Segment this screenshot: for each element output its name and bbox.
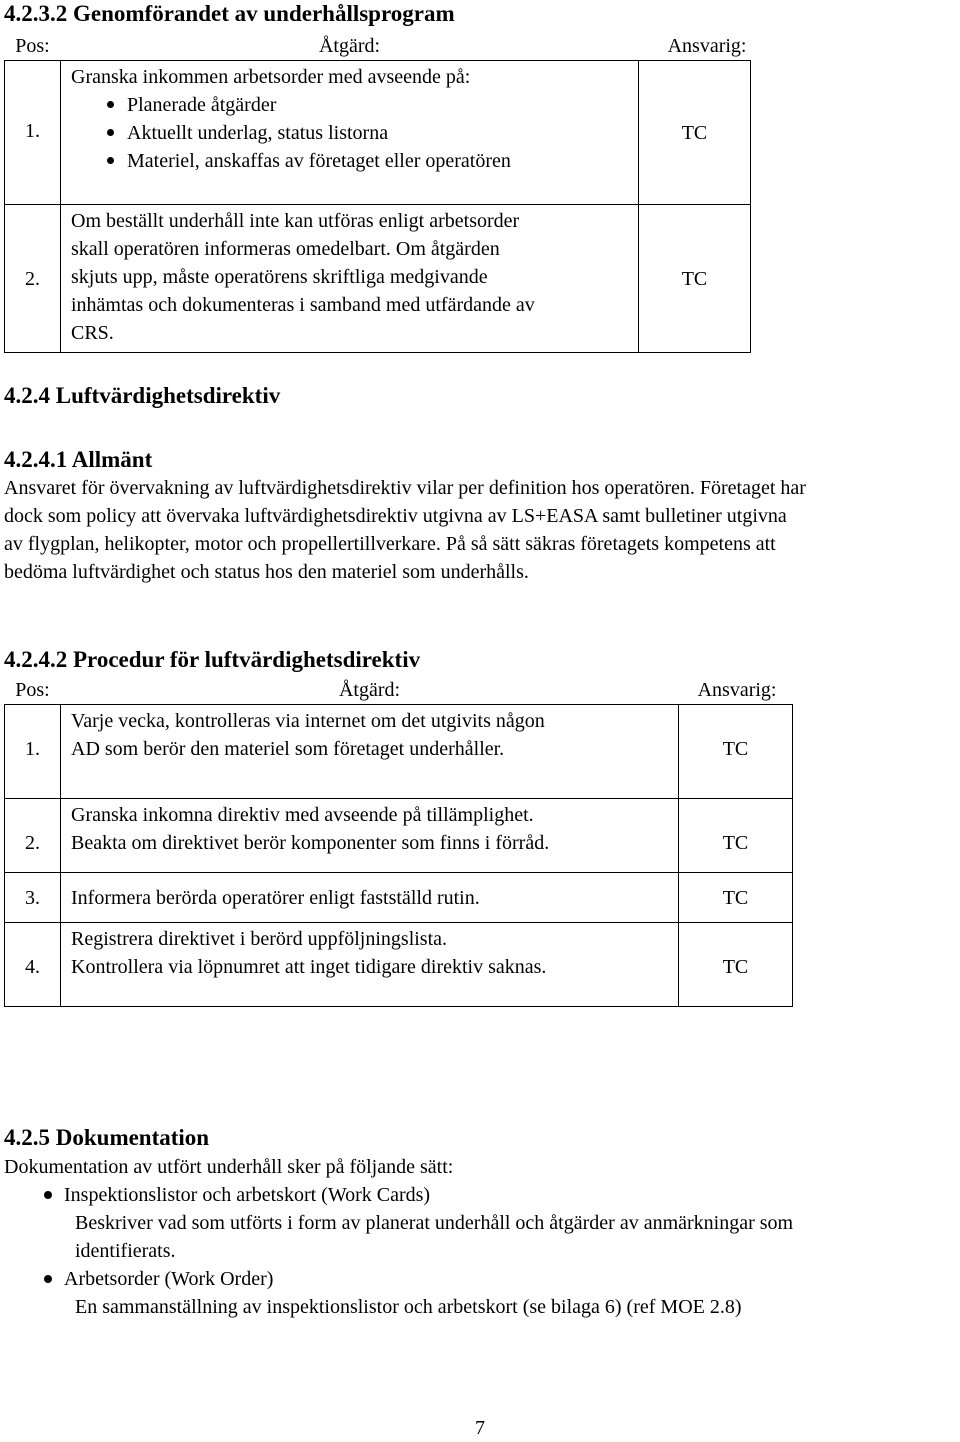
row-pos: 3. bbox=[5, 873, 61, 923]
table-header-row bbox=[5, 32, 751, 61]
maintenance-program-table bbox=[4, 32, 751, 353]
page-number: 7 bbox=[475, 1417, 485, 1439]
item-title: Arbetsorder (Work Order) bbox=[64, 1268, 274, 1290]
row-pos: 4. bbox=[5, 923, 61, 1007]
table-row bbox=[5, 61, 751, 205]
row-responsible: TC bbox=[639, 61, 751, 205]
item-description bbox=[4, 1209, 960, 1265]
list-item bbox=[4, 1265, 960, 1293]
text-line: dock som policy att övervaka luftvärdighetsdirektiv utgivna av LS+EASA samt bulletiner utgivna bbox=[4, 505, 787, 527]
text-line: identifierats. bbox=[75, 1240, 176, 1262]
table-row bbox=[5, 799, 793, 873]
row-pos: 1. bbox=[5, 705, 61, 799]
header-responsible: Ansvarig: bbox=[667, 35, 747, 57]
text-line: Beakta om direktivet berör komponenter som finns i förråd. bbox=[71, 832, 550, 854]
text-line: skall operatören informeras omedelbart. Om åtgärden bbox=[71, 238, 500, 260]
section-heading-4-2-4: 4.2.4 Luftvärdighetsdirektiv bbox=[4, 383, 281, 408]
row-intro: Granska inkommen arbetsorder med avseende på: bbox=[71, 66, 471, 88]
bullet-list bbox=[71, 91, 632, 175]
documentation-section bbox=[4, 1153, 960, 1321]
header-pos: Pos: bbox=[15, 35, 50, 57]
text-line: skjuts upp, måste operatörens skriftliga medgivande bbox=[71, 266, 488, 288]
section-heading-4-2-5: 4.2.5 Dokumentation bbox=[4, 1125, 210, 1150]
row-action bbox=[61, 873, 679, 923]
row-responsible: TC bbox=[679, 923, 793, 1007]
text-line: Kontrollera via löpnumret att inget tidigare direktiv saknas. bbox=[71, 956, 547, 978]
list-item: Aktuellt underlag, status listorna bbox=[127, 119, 632, 147]
row-action bbox=[61, 799, 679, 873]
text-line: Granska inkomna direktiv med avseende på tillämplighet. bbox=[71, 804, 534, 826]
text-line: Ansvaret för övervakning av luftvärdighetsdirektiv vilar per definition hos operatören. Företaget har bbox=[4, 477, 806, 499]
row-action bbox=[61, 705, 679, 799]
row-pos: 1. bbox=[5, 61, 61, 205]
airworthiness-procedure-table bbox=[4, 676, 793, 1007]
text-line: Beskriver vad som utförts i form av planerat underhåll och åtgärder av anmärkningar som bbox=[75, 1212, 794, 1234]
row-pos: 2. bbox=[5, 799, 61, 873]
text-line: CRS. bbox=[71, 322, 114, 344]
list-item bbox=[4, 1181, 960, 1209]
text-line: Om beställt underhåll inte kan utföras enligt arbetsorder bbox=[71, 210, 520, 232]
text-line: AD som berör den materiel som företaget underhåller. bbox=[71, 738, 505, 760]
section-heading-4-2-4-1: 4.2.4.1 Allmänt bbox=[4, 447, 153, 472]
section-heading-4-2-4-2: 4.2.4.2 Procedur för luftvärdighetsdirektiv bbox=[4, 647, 421, 672]
table-row bbox=[5, 923, 793, 1007]
header-responsible: Ansvarig: bbox=[697, 679, 777, 701]
text-line: inhämtas och dokumenteras i samband med utfärdande av bbox=[71, 294, 535, 316]
text-line: En sammanställning av inspektionslistor och arbetskort (se bilaga 6) (ref MOE 2.8) bbox=[75, 1296, 742, 1318]
table-row bbox=[5, 205, 751, 353]
header-action: Åtgärd: bbox=[318, 35, 381, 57]
table-row bbox=[5, 873, 793, 923]
row-pos: 2. bbox=[5, 205, 61, 353]
item-title: Inspektionslistor och arbetskort (Work Cards) bbox=[64, 1184, 431, 1206]
text-line: av flygplan, helikopter, motor och propellertillverkare. På så sätt säkras företagets kompetens att bbox=[4, 533, 776, 555]
header-pos: Pos: bbox=[15, 679, 50, 701]
row-action bbox=[61, 205, 639, 353]
row-responsible: TC bbox=[679, 705, 793, 799]
row-action bbox=[61, 923, 679, 1007]
row-responsible: TC bbox=[679, 799, 793, 873]
table-row bbox=[5, 705, 793, 799]
row-responsible: TC bbox=[639, 205, 751, 353]
section-heading-4-2-3-2: 4.2.3.2 Genomförandet av underhållsprogram bbox=[4, 1, 455, 26]
row-responsible: TC bbox=[679, 873, 793, 923]
general-paragraph bbox=[4, 474, 960, 586]
row-action bbox=[61, 61, 639, 205]
table-header-row bbox=[5, 676, 793, 705]
list-item: Planerade åtgärder bbox=[127, 91, 632, 119]
text-line: bedöma luftvärdighet och status hos den materiel som underhålls. bbox=[4, 561, 529, 583]
documentation-intro: Dokumentation av utfört underhåll sker på följande sätt: bbox=[4, 1156, 454, 1178]
text-line: Informera berörda operatörer enligt fastställd rutin. bbox=[71, 886, 480, 909]
list-item: Materiel, anskaffas av företaget eller operatören bbox=[127, 147, 632, 175]
header-action: Åtgärd: bbox=[338, 679, 401, 701]
text-line: Varje vecka, kontrolleras via internet om det utgivits någon bbox=[71, 710, 545, 732]
text-line: Registrera direktivet i berörd uppföljningslista. bbox=[71, 928, 448, 950]
item-description bbox=[4, 1293, 960, 1321]
